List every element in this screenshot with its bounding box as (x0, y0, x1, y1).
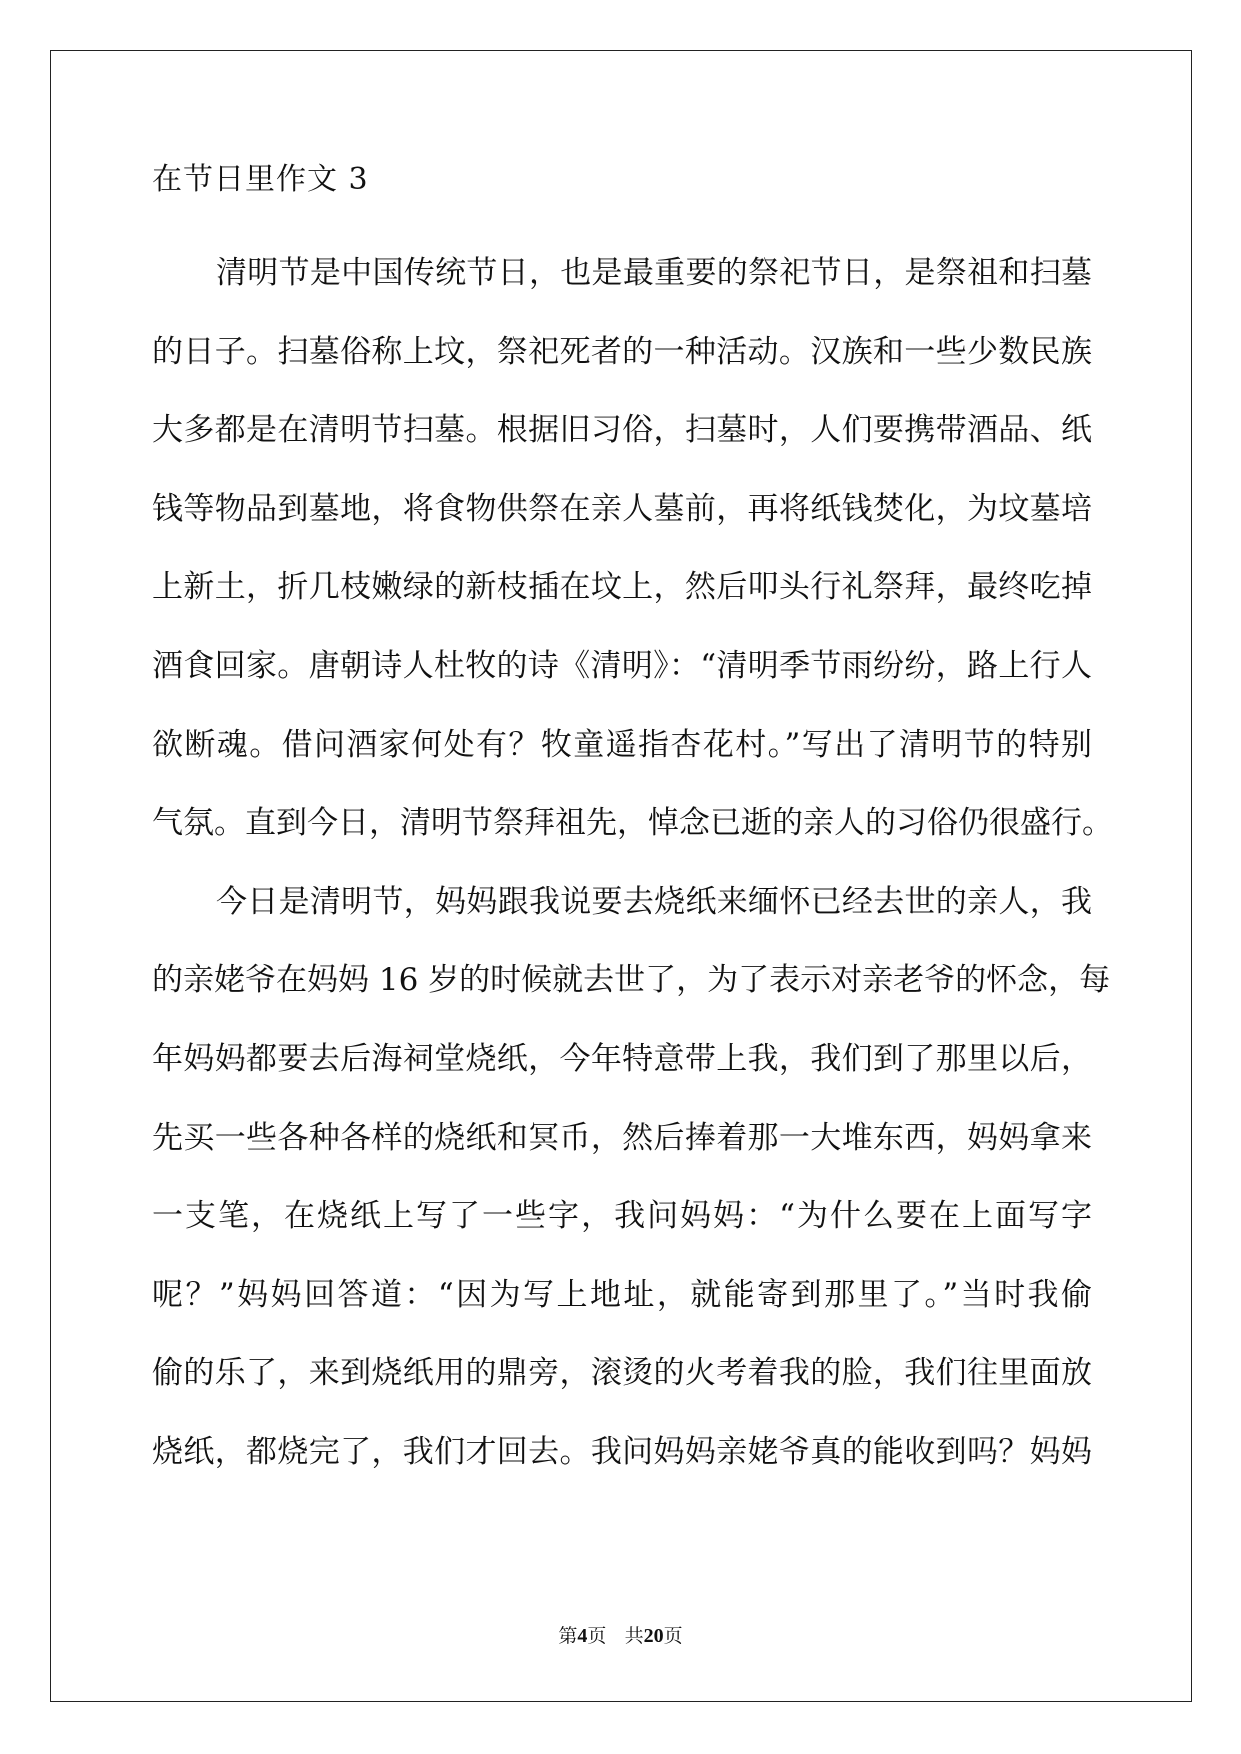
text-line: 大多都是在清明节扫墓。根据旧习俗，扫墓时，人们要携带酒品、纸 (152, 412, 1092, 449)
text-line: 清明节是中国传统节日，也是最重要的祭祀节日，是祭祖和扫墓 (216, 255, 1092, 291)
text-line: 烧纸，都烧完了，我们才回去。我问妈妈亲姥爷真的能收到吗？妈妈 (152, 1433, 1092, 1470)
document-title: 在节日里作文 3 (152, 162, 369, 197)
text-line: 今日是清明节，妈妈跟我说要去烧纸来缅怀已经去世的亲人，我 (216, 883, 1092, 920)
text-line: 年妈妈都要去后海祠堂烧纸，今年特意带上我，我们到了那里以后， (152, 1040, 1092, 1077)
document-body (152, 160, 1113, 1492)
paragraph-2 (152, 863, 1111, 1492)
footer-total-prefix: 共 (624, 1625, 644, 1647)
text-line: 的日子。扫墓俗称上坟，祭祀死者的一种活动。汉族和一些少数民族 (152, 333, 1092, 370)
footer-page-suffix: 页 (587, 1625, 607, 1647)
footer-total-pages: 20 (643, 1625, 664, 1647)
text-line: 上新土，折几枝嫩绿的新枝插在坟上，然后叩头行礼祭拜，最终吃掉 (152, 569, 1092, 606)
text-line: 的亲姥爷在妈妈 16 岁的时候就去世了，为了表示对亲老爷的怀念，每 (152, 962, 1111, 999)
text-line: 偷的乐了，来到烧纸用的鼎旁，滚烫的火考着我的脸，我们往里面放 (152, 1355, 1092, 1392)
text-line: 一支笔，在烧纸上写了一些字，我问妈妈：“为什么要在上面写字 (152, 1198, 1092, 1235)
text-line: 欲断魂。借问酒家何处有？牧童遥指杏花村。”写出了清明节的特别 (152, 726, 1092, 763)
footer-total-suffix: 页 (663, 1625, 683, 1647)
footer-page-number: 4 (577, 1625, 588, 1647)
text-line: 酒食回家。唐朝诗人杜牧的诗《清明》：“清明季节雨纷纷，路上行人 (152, 647, 1092, 684)
text-line: 钱等物品到墓地，将食物供祭在亲人墓前，再将纸钱焚化，为坟墓培 (152, 490, 1092, 527)
text-line: 呢？”妈妈回答道：“因为写上地址，就能寄到那里了。”当时我偷 (152, 1276, 1092, 1313)
text-line: 气氛。直到今日，清明节祭拜祖先，悼念已逝的亲人的习俗仍很盛行。 (152, 805, 1113, 842)
page-footer (0, 1624, 1241, 1648)
paragraph-1 (152, 234, 1113, 863)
text-line: 先买一些各种各样的烧纸和冥币，然后捧着那一大堆东西，妈妈拿来 (152, 1119, 1092, 1156)
footer-prefix: 第 (558, 1625, 578, 1647)
